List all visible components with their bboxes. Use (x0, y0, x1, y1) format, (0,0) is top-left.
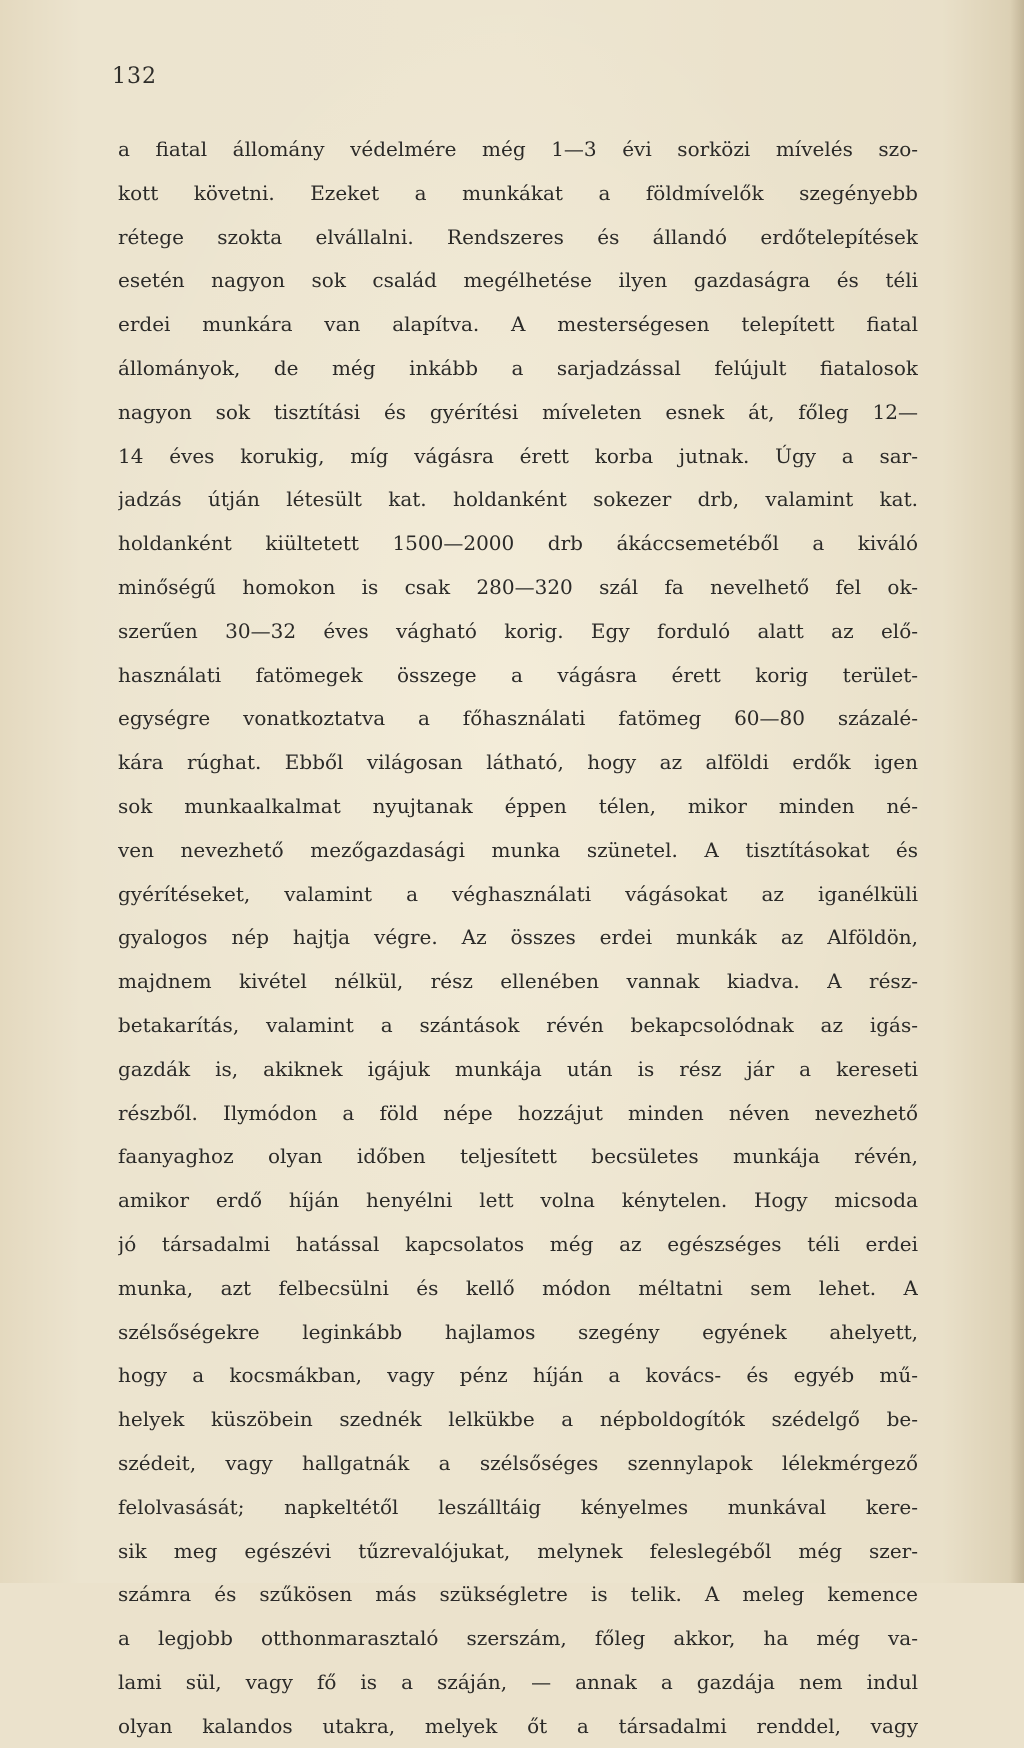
text-line: szerűen 30—32 éves vágható korig. Egy forduló alatt az elő- (118, 618, 918, 643)
text-line: a legjobb otthonmarasztaló szerszám, főleg akkor, ha még va- (118, 1626, 918, 1651)
text-line: számra és szűkösen más szükségletre is telik. A meleg kemence (118, 1582, 918, 1607)
page-edge-shadow (1010, 0, 1024, 1583)
text-line: amikor erdő híján henyélni lett volna kénytelen. Hogy micsoda (118, 1188, 918, 1213)
text-line: lami sül, vagy fő is a száján, — annak a gazdája nem indul (118, 1669, 918, 1694)
text-line: szédeit, vagy hallgatnák a szélsőséges szennylapok lélekmérgező (118, 1450, 918, 1475)
text-line: sik meg egészévi tűzrevalójukat, melynek feleslegéből még szer- (118, 1538, 918, 1563)
text-line: használati fatömegek összege a vágásra érett korig terület- (118, 662, 918, 687)
text-line: holdanként kiültetett 1500—2000 drb ákáccsemetéből a kiváló (118, 531, 918, 556)
text-line: szélsőségekre leginkább hajlamos szegény egyének ahelyett, (118, 1319, 918, 1344)
text-line: gyalogos nép hajtja végre. Az összes erdei munkák az Alföldön, (118, 925, 918, 950)
text-line: részből. Ilymódon a föld népe hozzájut minden néven nevezhető (118, 1100, 918, 1125)
text-line: 14 éves korukig, míg vágásra érett korba jutnak. Úgy a sar- (118, 443, 918, 468)
text-line: felolvasását; napkeltétől leszálltáig kényelmes munkával kere- (118, 1494, 918, 1519)
text-line: munka, azt felbecsülni és kellő módon méltatni sem lehet. A (118, 1275, 918, 1300)
text-line: helyek küszöbein szednék lelkükbe a népboldogítók szédelgő be- (118, 1407, 918, 1432)
text-line: ven nevezhető mezőgazdasági munka szünetel. A tisztításokat és (118, 837, 918, 862)
page-number: 132 (112, 64, 157, 89)
text-line: egységre vonatkoztatva a főhasználati fatömeg 60—80 százalé- (118, 706, 918, 731)
text-line: nagyon sok tisztítási és gyérítési míveleten esnek át, főleg 12— (118, 399, 918, 424)
text-line: a fiatal állomány védelmére még 1—3 évi sorközi mívelés szo- (118, 137, 918, 161)
text-line: rétege szokta elvállalni. Rendszeres és állandó erdőtelepítések (118, 224, 918, 249)
text-line: majdnem kivétel nélkül, rész ellenében vannak kiadva. A rész- (118, 969, 918, 994)
text-line: gyérítéseket, valamint a véghasználati vágásokat az iganélküli (118, 881, 918, 906)
text-line: jó társadalmi hatással kapcsolatos még az egészséges téli erdei (118, 1231, 918, 1256)
text-line: sok munkaalkalmat nyujtanak éppen télen, mikor minden né- (118, 793, 918, 818)
text-line: erdei munkára van alapítva. A mesterségesen telepített fiatal (118, 312, 918, 337)
text-line: esetén nagyon sok család megélhetése ilyen gazdaságra és téli (118, 268, 918, 293)
text-line: gazdák is, akiknek igájuk munkája után is rész jár a kereseti (118, 1056, 918, 1081)
text-line: minőségű homokon is csak 280—320 szál fa nevelhető fel ok- (118, 574, 918, 599)
text-line: állományok, de még inkább a sarjadzással felújult fiatalosok (118, 355, 918, 380)
text-line: faanyaghoz olyan időben teljesített becsületes munkája révén, (118, 1144, 918, 1169)
text-line: olyan kalandos utakra, melyek őt a társadalmi renddel, vagy (118, 1713, 918, 1738)
text-line: jadzás útján létesült kat. holdanként sokezer drb, valamint kat. (118, 487, 918, 512)
text-line: kára rúghat. Ebből világosan látható, hogy az alföldi erdők igen (118, 750, 918, 775)
text-line: betakarítás, valamint a szántások révén bekapcsolódnak az igás- (118, 1012, 918, 1037)
text-line: hogy a kocsmákban, vagy pénz híján a kovács- és egyéb mű- (118, 1363, 918, 1388)
text-line: kott követni. Ezeket a munkákat a földmívelők szegényebb (118, 180, 918, 205)
body-text (118, 128, 918, 1748)
